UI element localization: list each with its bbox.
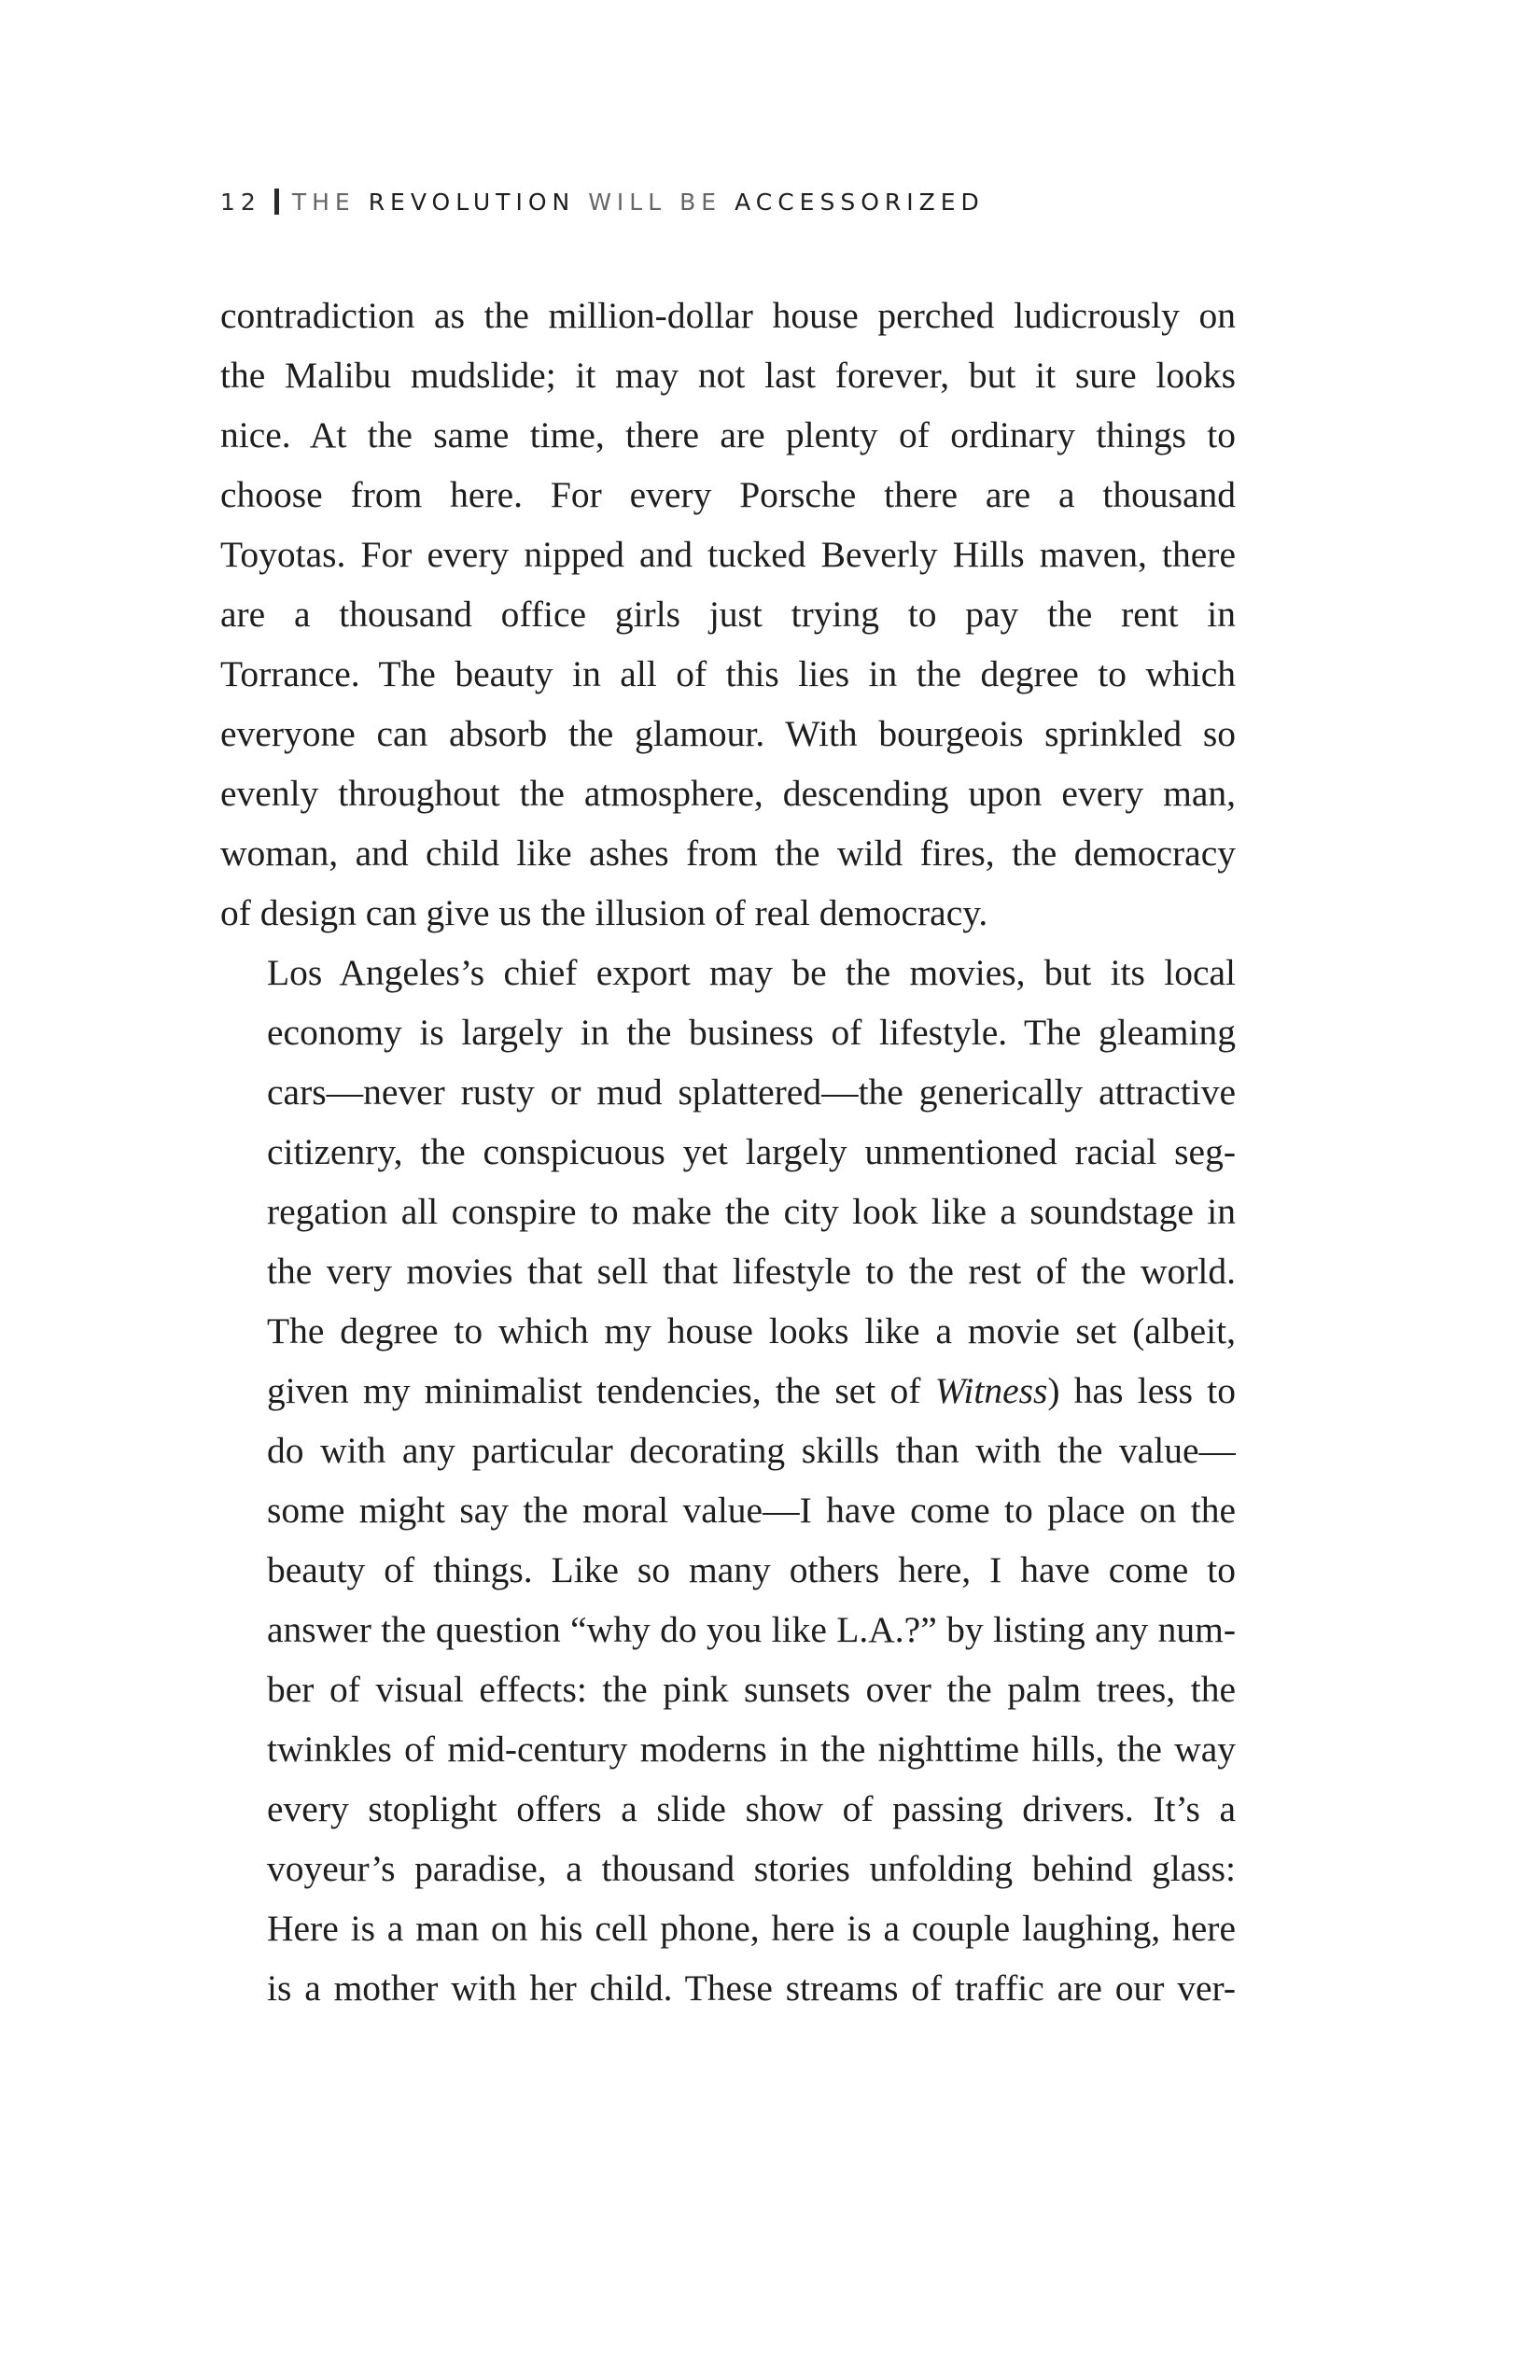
text-line: Toyotas. For every nipped and tucked Beverly Hills maven, there [220, 534, 1236, 575]
text-line: cars—never rusty or mud splattered—the generically attractive [267, 1071, 1236, 1113]
text-line: citizenry, the conspicuous yet largely unmentioned racial seg- [267, 1131, 1236, 1172]
text-line: the Malibu mudslide; it may not last forever, but it sure looks [220, 355, 1236, 396]
text-line: is a mother with her child. These streams of traffic are our ver- [267, 1967, 1236, 2009]
text-line: ber of visual effects: the pink sunsets over the palm trees, the [267, 1669, 1236, 1710]
text-line: regation all conspire to make the city look like a soundstage in [267, 1191, 1236, 1232]
text-line: contradiction as the million-dollar house perched ludicrously on [220, 295, 1236, 336]
paragraph-1 [220, 286, 1236, 943]
text-line: The degree to which my house looks like a movie set (albeit, [267, 1310, 1236, 1351]
text-segment: ) has less to [1047, 1370, 1236, 1411]
text-line: the very movies that sell that lifestyle to the rest of the world. [267, 1251, 1236, 1292]
film-title: Witness [934, 1370, 1048, 1411]
text-line: are a thousand office girls just trying to pay the rent in [220, 594, 1236, 635]
body-text [220, 286, 1236, 2018]
text-line: answer the question “why do you like L.A.?” by listing any num- [267, 1609, 1236, 1650]
header-word-accessorized: ACCESSORIZED [735, 188, 985, 216]
header-word-be: BE [679, 188, 722, 216]
text-line: voyeur’s paradise, a thousand stories unfolding behind glass: [267, 1848, 1236, 1889]
text-line: do with any particular decorating skills than with the value— [267, 1430, 1236, 1471]
text-line: beauty of things. Like so many others here, I have come to [267, 1549, 1236, 1590]
text-line: evenly throughout the atmosphere, descending upon every man, [220, 773, 1236, 814]
text-line-with-italic [220, 1361, 1236, 1421]
text-line: economy is largely in the business of lifestyle. The gleaming [267, 1012, 1236, 1053]
text-segment: given my minimalist tendencies, the set of [267, 1370, 935, 1411]
text-line: nice. At the same time, there are plenty of ordinary things to [220, 414, 1236, 455]
header-word-the: THE [291, 188, 356, 216]
text-line: twinkles of mid-century moderns in the nighttime hills, the way [267, 1729, 1236, 1770]
text-line: every stoplight offers a slide show of passing drivers. It’s a [267, 1788, 1236, 1829]
paragraph-2 [220, 943, 1236, 2018]
running-head [220, 183, 985, 220]
header-word-will: WILL [588, 188, 667, 216]
text-line: choose from here. For every Porsche there are a thousand [220, 474, 1236, 515]
header-word-revolution: REVOLUTION [368, 188, 576, 216]
page-number: 12 [220, 188, 261, 216]
text-line: everyone can absorb the glamour. With bourgeois sprinkled so [220, 713, 1236, 754]
text-line: Torrance. The beauty in all of this lies in the degree to which [220, 653, 1236, 694]
text-line: woman, and child like ashes from the wild fires, the democracy [220, 833, 1236, 874]
text-line: some might say the moral value—I have come to place on the [267, 1490, 1236, 1531]
text-line: Here is a man on his cell phone, here is a couple laughing, here [267, 1908, 1236, 1949]
text-line: of design can give us the illusion of real democracy. [220, 892, 988, 933]
header-divider [274, 189, 279, 215]
text-line: Los Angeles’s chief export may be the movies, but its local [267, 952, 1236, 993]
